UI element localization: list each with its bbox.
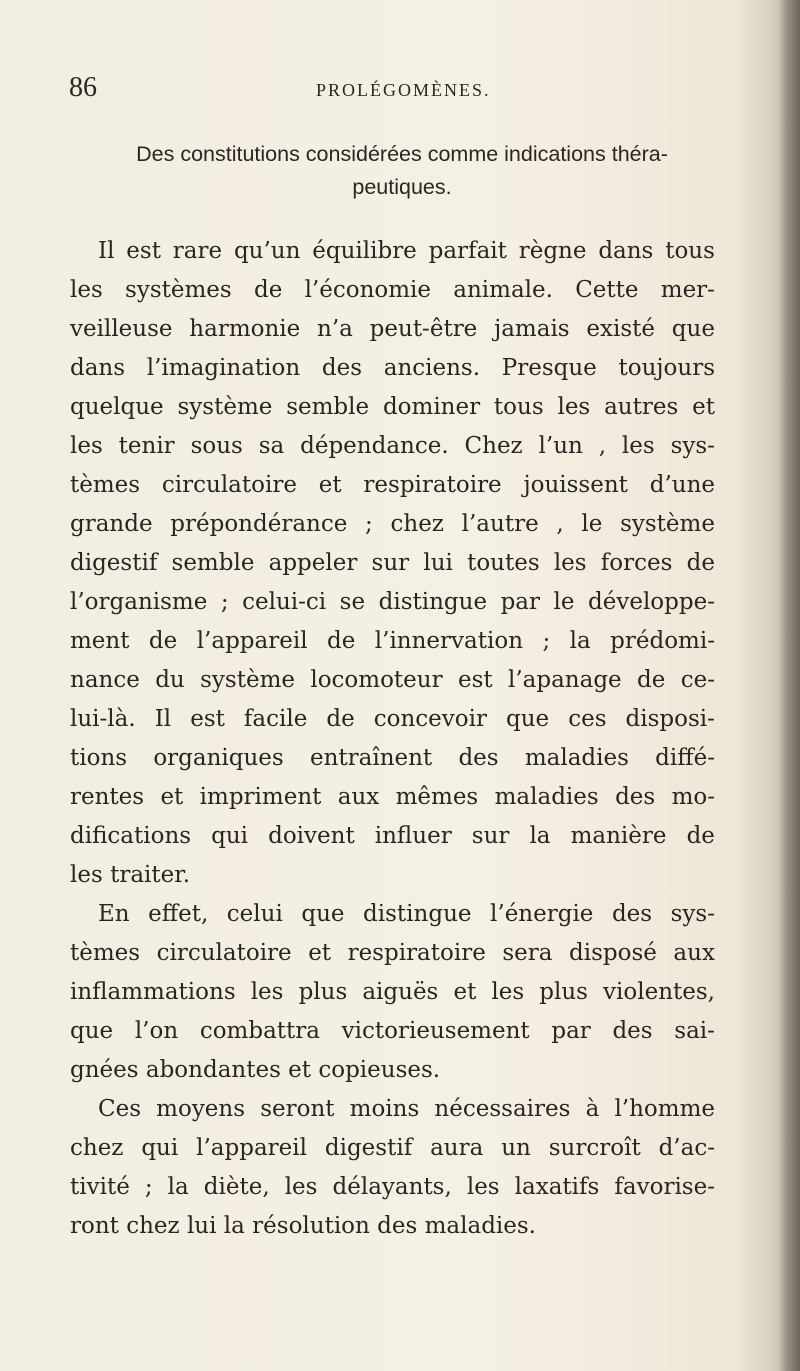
section-heading-line-1: Des constitutions considérées comme indications théra- [136,142,668,166]
text-line: l’organisme ; celui-ci se distingue par le développe- [70,589,715,615]
text-line: tions organiques entraînent des maladies diffé- [70,745,715,771]
text-line: veilleuse harmonie n’a peut-être jamais existé que [70,316,715,342]
text-line: tivité ; la diète, les délayants, les laxatifs favorise- [70,1174,715,1200]
page-number: 86 [69,72,97,103]
text-line: grande prépondérance ; chez l’autre , le système [70,511,715,537]
page-edge-shadow [778,0,800,1371]
text-line: tèmes circulatoire et respiratoire sera disposé aux [70,940,715,966]
text-line: les systèmes de l’économie animale. Cette mer- [70,277,715,303]
text-line: les tenir sous sa dépendance. Chez l’un , les sys- [70,433,715,459]
section-heading-line-2: peutiques. [352,175,452,199]
text-line: ment de l’appareil de l’innervation ; la prédomi- [70,628,715,654]
text-line: dans l’imagination des anciens. Presque toujours [70,355,715,381]
text-line: Il est rare qu’un équilibre parfait règne dans tous [98,238,715,264]
section-heading [92,138,712,204]
text-line: gnées abondantes et copieuses. [70,1057,441,1083]
text-line: chez qui l’appareil digestif aura un surcroît d’ac- [70,1135,715,1161]
text-line: ront chez lui la résolution des maladies. [70,1213,536,1239]
text-line: quelque système semble dominer tous les autres et [70,394,715,420]
text-line: rentes et impriment aux mêmes maladies des mo- [70,784,715,810]
text-line: les traiter. [70,862,191,888]
text-line: tèmes circulatoire et respiratoire jouissent d’une [70,472,715,498]
text-line: que l’on combattra victorieusement par des sai- [70,1018,715,1044]
text-line: En effet, celui que distingue l’énergie des sys- [98,901,715,927]
text-line: Ces moyens seront moins nécessaires à l’homme [98,1096,715,1122]
body-text [70,232,715,1246]
text-line: inflammations les plus aiguës et les plus violentes, [70,979,715,1005]
text-line: difications qui doivent influer sur la manière de [70,823,715,849]
text-line: digestif semble appeler sur lui toutes les forces de [70,550,715,576]
text-line: lui-là. Il est facile de concevoir que ces disposi- [70,706,715,732]
running-head: PROLÉGOMÈNES. [316,80,491,100]
text-line: nance du système locomoteur est l’apanage de ce- [70,667,715,693]
